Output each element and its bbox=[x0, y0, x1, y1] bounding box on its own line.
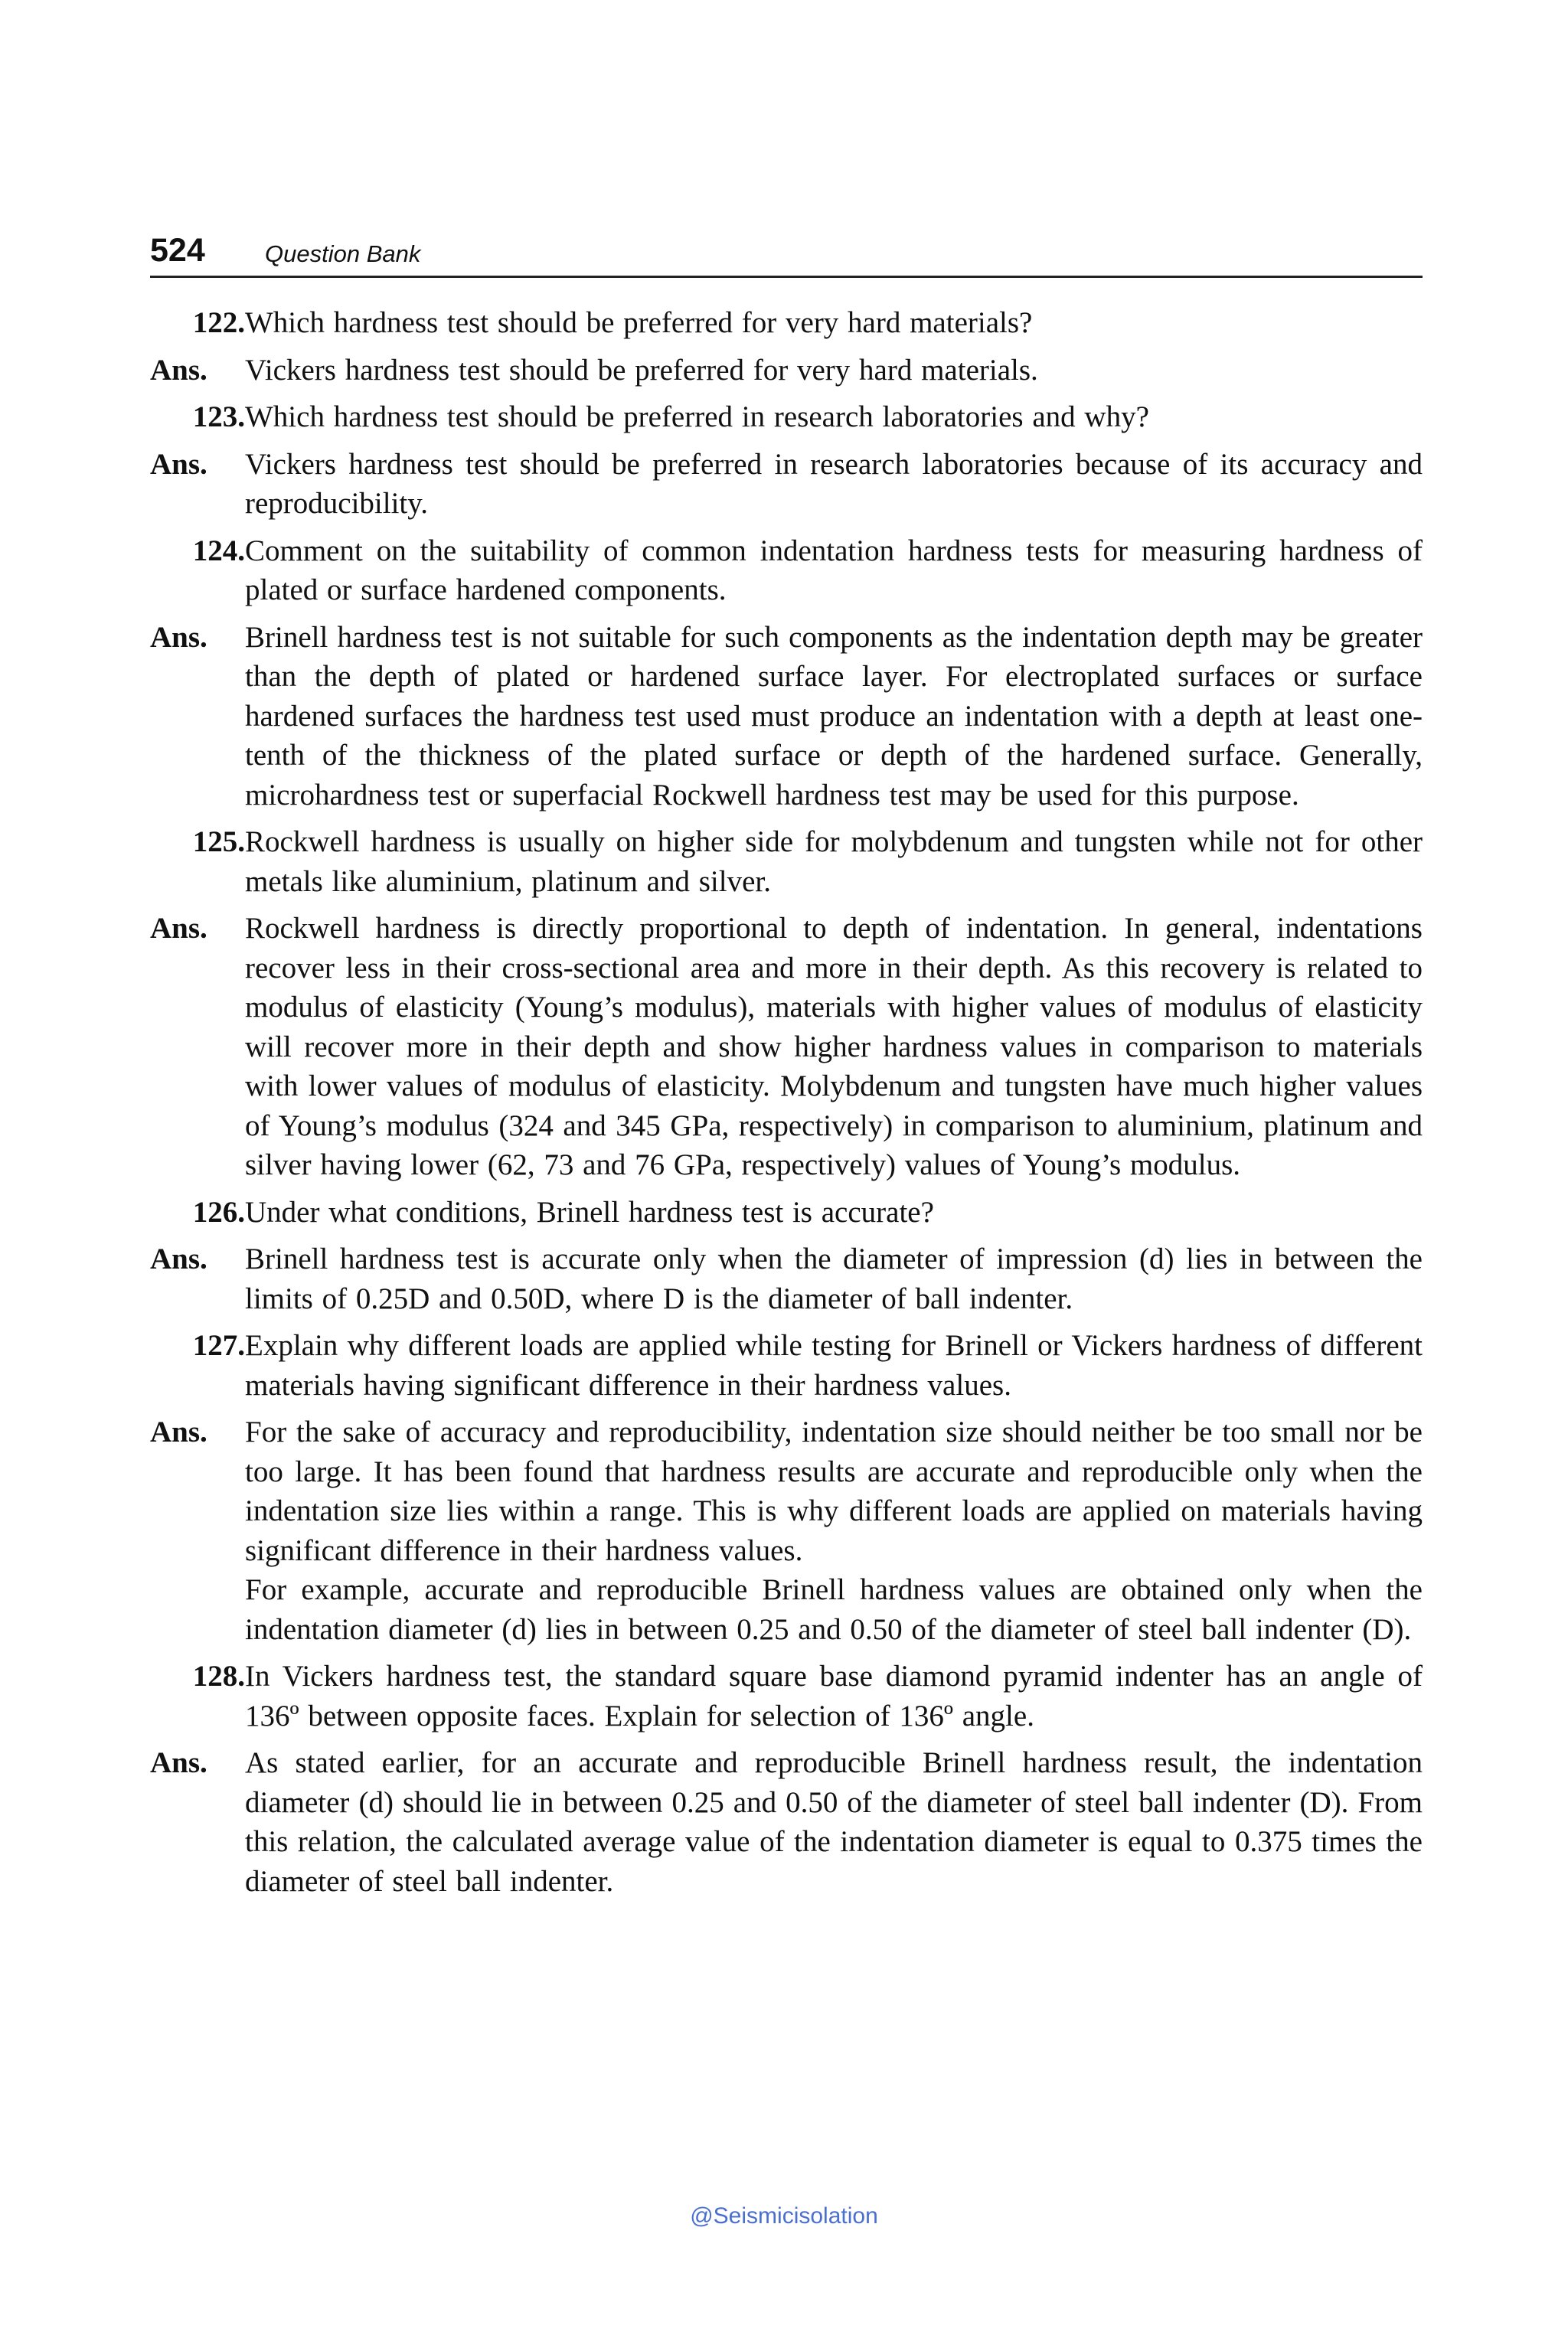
answer-text: Brinell hardness test is accurate only when the diameter of impression (d) lies in between the limits of 0.25D and 0.50D, where D is the diameter of ball indenter. bbox=[245, 1243, 1423, 1315]
answer-text: As stated earlier, for an accurate and reproducible Brinell hardness result, the indentation diameter (d) should lie in between 0.25 and 0.50 of the diameter of steel ball indenter (D). From this relation, the calculated average value of the indentation diameter is equal to 0.375 times the diameter of steel ball indenter. bbox=[245, 1746, 1423, 1898]
answer-text: Vickers hardness test should be preferred in research laboratories because of its accuracy and reproducibility. bbox=[245, 447, 1423, 520]
question-row bbox=[150, 822, 1423, 901]
answer-label: Ans. bbox=[150, 1416, 207, 1448]
answer-row bbox=[150, 909, 1423, 1185]
answer-text: For the sake of accuracy and reproducibility, indentation size should neither be too small nor be too large. It has been found that hardness results are accurate and reproducible only when the indentation size lies within a range. This is why different loads are applied on materials having significant difference in their hardness values. For example, accurate and reproducible Brinell hardness values are obtained only when the indentation diameter (d) lies in between 0.25 and 0.50 of the diameter of steel ball indenter (D). bbox=[245, 1416, 1423, 1646]
answer-row bbox=[150, 1412, 1423, 1649]
question-number: 126. bbox=[192, 1195, 245, 1229]
answer-row bbox=[150, 1239, 1423, 1318]
answer-label: Ans. bbox=[150, 353, 207, 387]
question-answer-list bbox=[150, 303, 1423, 1909]
answer-row bbox=[150, 1743, 1423, 1901]
question-text: Which hardness test should be preferred in research laboratories and why? bbox=[245, 400, 1149, 433]
answer-text: Rockwell hardness is directly proportional to depth of indentation. In general, indentations recover less in their cross-sectional area and more in their depth. As this recovery is related to modulus of elasticity (Young’s modulus), materials with higher values of modulus of elasticity will recover more in their depth and show higher hardness values in comparison to materials with lower values of modulus of elasticity. Molybdenum and tungsten have much higher values of Young’s modulus (324 and 345 GPa, respectively) in comparison to aluminium, platinum and silver having lower (62, 73 and 76 GPa, respectively) values of Young’s modulus. bbox=[245, 912, 1423, 1181]
page-number: 524 bbox=[150, 232, 205, 269]
qa-item-124 bbox=[150, 531, 1423, 815]
question-number: 127. bbox=[192, 1329, 245, 1362]
qa-item-125 bbox=[150, 822, 1423, 1185]
question-number: 125. bbox=[192, 825, 245, 858]
question-text: Which hardness test should be preferred for very hard materials? bbox=[245, 306, 1033, 339]
question-number: 123. bbox=[192, 400, 245, 433]
question-row bbox=[150, 1657, 1423, 1736]
running-title: Question Bank bbox=[265, 240, 421, 267]
question-row bbox=[150, 303, 1423, 343]
answer-label: Ans. bbox=[150, 447, 207, 481]
page-header bbox=[150, 230, 1423, 278]
answer-text: Brinell hardness test is not suitable for such components as the indentation depth may be greater than the depth of plated or hardened surface layer. For electroplated surfaces or surface hardened surfaces the hardness test used must produce an indentation with a depth at least one-tenth of the thickness of the plated surface or depth of the hardened surface. Generally, microhardness test or superfacial Rockwell hardness test may be used for this purpose. bbox=[245, 620, 1423, 812]
answer-label: Ans. bbox=[150, 1746, 207, 1779]
question-row bbox=[150, 397, 1423, 437]
question-text: Comment on the suitability of common indentation hardness tests for measuring hardness of plated or surface hardened components. bbox=[245, 534, 1423, 606]
qa-item-128 bbox=[150, 1657, 1423, 1901]
question-row bbox=[150, 1193, 1423, 1233]
qa-item-127 bbox=[150, 1326, 1423, 1649]
question-row bbox=[150, 1326, 1423, 1405]
question-number: 124. bbox=[192, 534, 245, 567]
answer-row bbox=[150, 445, 1423, 524]
qa-item-122 bbox=[150, 303, 1423, 390]
answer-label: Ans. bbox=[150, 1243, 207, 1275]
question-text: In Vickers hardness test, the standard square base diamond pyramid indenter has an angle of 136º between opposite faces. Explain for selection of 136º angle. bbox=[245, 1660, 1423, 1732]
qa-item-126 bbox=[150, 1193, 1423, 1319]
question-text: Explain why different loads are applied while testing for Brinell or Vickers hardness of different materials having significant difference in their hardness values. bbox=[245, 1329, 1423, 1402]
answer-label: Ans. bbox=[150, 912, 207, 945]
question-text: Rockwell hardness is usually on higher side for molybdenum and tungsten while not for other metals like aluminium, platinum and silver. bbox=[245, 825, 1423, 898]
watermark: @Seismicisolation bbox=[690, 2203, 878, 2229]
answer-text: Vickers hardness test should be preferred for very hard materials. bbox=[245, 353, 1038, 387]
question-row bbox=[150, 531, 1423, 610]
answer-row bbox=[150, 618, 1423, 815]
question-number: 122. bbox=[192, 306, 245, 339]
question-text: Under what conditions, Brinell hardness test is accurate? bbox=[245, 1195, 934, 1229]
answer-row bbox=[150, 351, 1423, 390]
question-number: 128. bbox=[192, 1660, 245, 1693]
qa-item-123 bbox=[150, 397, 1423, 524]
answer-label: Ans. bbox=[150, 620, 207, 654]
